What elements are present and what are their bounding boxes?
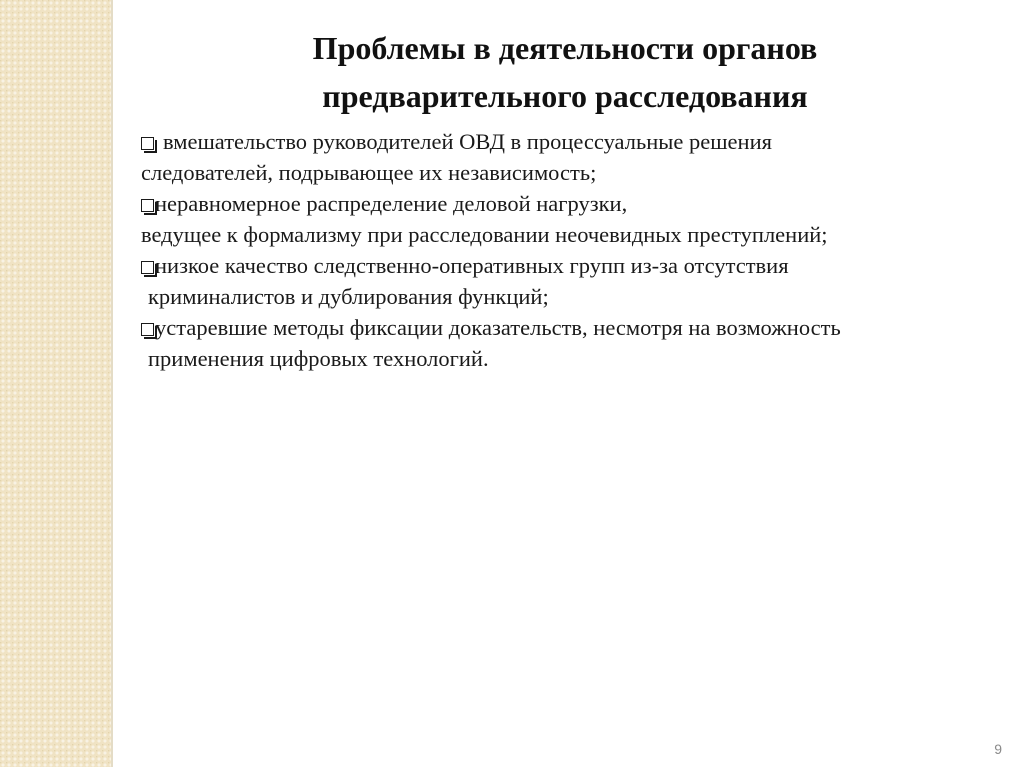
problem-list — [141, 126, 1001, 374]
list-item-line: следователей, подрывающее их независимость; — [141, 160, 597, 185]
title-line-2: предварительного расследования — [322, 78, 808, 114]
slide-title — [150, 24, 980, 120]
decorative-side-pattern — [0, 0, 111, 767]
page-number: 9 — [994, 741, 1002, 757]
title-line-1: Проблемы в деятельности органов — [312, 30, 818, 66]
list-item — [141, 250, 1001, 312]
list-item — [141, 312, 1001, 374]
list-item-line: применения цифровых технологий. — [148, 346, 489, 371]
list-item-line: ведущее к формализму при расследовании неочевидных преступлений; — [141, 222, 828, 247]
list-item-line: криминалистов и дублирования функций; — [148, 284, 549, 309]
checkbox-square-icon — [141, 261, 154, 274]
list-item-line: неравномерное распределение деловой нагрузки, — [141, 188, 1001, 219]
list-item-line: вмешательство руководителей ОВД в процессуальные решения — [141, 126, 1001, 157]
list-item — [141, 126, 1001, 188]
side-divider — [111, 0, 113, 767]
checkbox-square-icon — [141, 323, 154, 336]
list-item — [141, 188, 1001, 250]
list-item-line: устаревшие методы фиксации доказательств, несмотря на возможность — [141, 312, 1001, 343]
checkbox-square-icon — [141, 199, 154, 212]
list-item-line: низкое качество следственно-оперативных групп из-за отсутствия — [141, 250, 1001, 281]
checkbox-square-icon — [141, 137, 154, 150]
